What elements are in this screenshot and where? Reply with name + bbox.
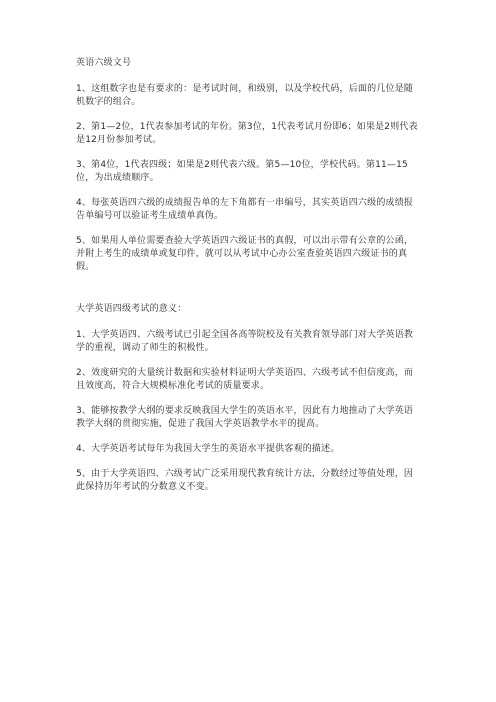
paragraph: 1、大学英语四、六级考试已引起全国各高等院校及有关教育领导部门对大学英语教学的重视，调动了师生的积极性。 <box>76 330 414 353</box>
paragraph: 4、每张英语四六级的成绩报告单的左下角都有一串编号，其实英语四六级的成绩报告单编号可以验证考生成绩单真伪。 <box>76 198 414 221</box>
paragraph: 5、由于大学英语四、六级考试广泛采用现代教育统计方法，分数经过等值处理，因此保持历年考试的分数意义不变。 <box>76 469 414 492</box>
paragraph: 4、大学英语考试每年为我国大学生的英语水平提供客观的描述。 <box>76 444 340 454</box>
paragraph: 1、这组数字也是有要求的：是考试时间，和级别，以及学校代码，后面的几位是随机数字的组合。 <box>76 84 414 107</box>
paragraph: 2、效度研究的大量统计数据和实验材料证明大学英语四、六级考试不但信度高，而且效度高，符合大规模标准化考试的质量要求。 <box>76 368 414 391</box>
paragraph: 3、能够按教学大纲的要求反映我国大学生的英语水平，因此有力地推动了大学英语教学大纲的贯彻实施，促进了我国大学英语教学水平的提高。 <box>76 406 414 429</box>
section-spacer <box>76 286 418 303</box>
paragraph: 3、第4位，1代表四级；如果是2则代表六级。第5—10位，学校代码。第11—15位，为出成绩顺序。 <box>76 160 408 183</box>
section-heading-cet-significance: 大学英语四级考试的意义： <box>76 304 187 314</box>
section-heading-cet-number: 英语六级文号 <box>76 58 132 68</box>
paragraph: 2、第1—2位，1代表参加考试的年份。第3位，1代表考试月份即6；如果是2则代表是12月份参加考试。 <box>76 122 418 145</box>
paragraph: 5、如果用人单位需要查验大学英语四六级证书的真假，可以出示带有公章的公函，并附上考生的成绩单或复印件，就可以从考试中心办公室查验英语四六级证书的真假。 <box>76 236 414 272</box>
document-content <box>76 57 418 506</box>
